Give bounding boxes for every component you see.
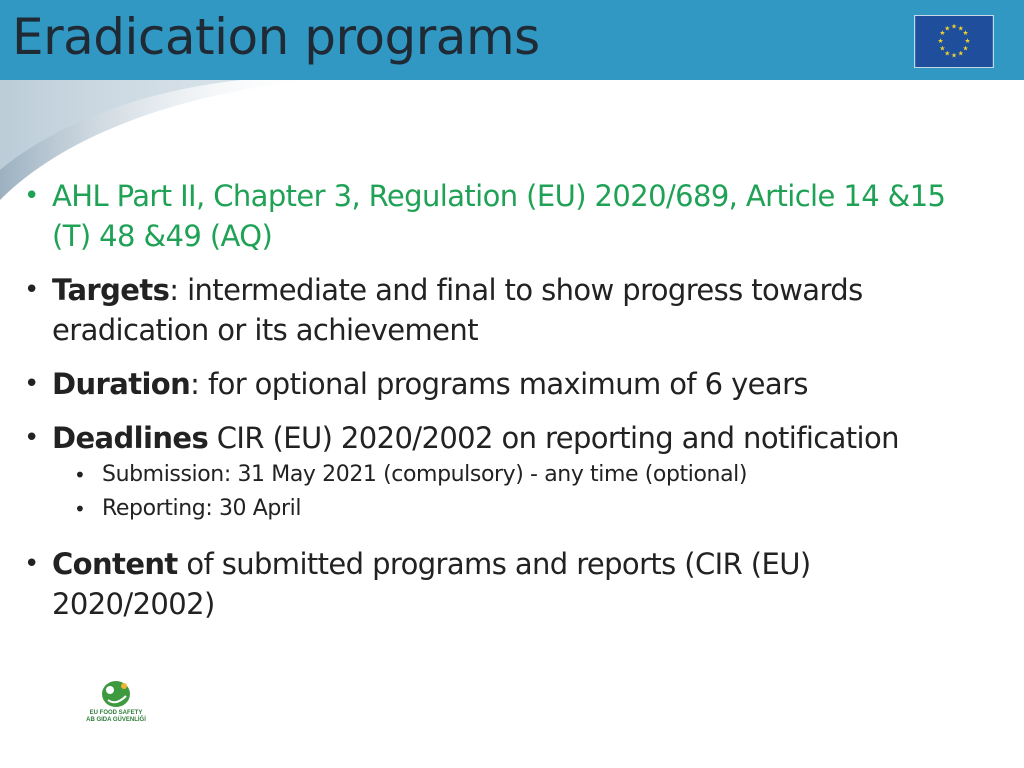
bullet-list bbox=[22, 176, 972, 638]
svg-text:★: ★ bbox=[950, 51, 958, 60]
bullet-bold-label: Targets bbox=[52, 273, 170, 307]
bullet-dot: • bbox=[24, 181, 39, 211]
bullet-content bbox=[22, 544, 972, 624]
svg-text:★: ★ bbox=[939, 29, 946, 38]
svg-text:★: ★ bbox=[957, 49, 964, 58]
bullet-bold-label: Content bbox=[52, 547, 178, 581]
svg-text:★: ★ bbox=[944, 24, 951, 33]
bullet-deadlines bbox=[22, 418, 972, 458]
svg-text:★: ★ bbox=[962, 44, 969, 53]
bullet-dot: • bbox=[24, 369, 39, 399]
svg-text:★: ★ bbox=[964, 36, 971, 45]
bullet-bold-label: Deadlines bbox=[52, 421, 209, 455]
sub-bullet-dot: • bbox=[74, 497, 86, 521]
bullet-text: : intermediate and final to show progress towards eradication or its achievement bbox=[52, 273, 863, 347]
bullet-duration bbox=[22, 364, 972, 404]
svg-text:★: ★ bbox=[937, 36, 944, 45]
svg-text:★: ★ bbox=[962, 29, 969, 38]
header-bar bbox=[0, 0, 1024, 80]
deadlines-sublist bbox=[22, 458, 972, 526]
sub-bullet-reporting bbox=[22, 492, 972, 526]
bullet-text: AHL Part II, Chapter 3, Regulation (EU) 2020/689, Article 14 &15 (T) 48 &49 (AQ) bbox=[52, 179, 946, 253]
bullet-bold-label: Duration bbox=[52, 367, 191, 401]
bullet-text: of submitted programs and reports (CIR (EU) 2020/2002) bbox=[52, 547, 811, 621]
bullet-targets bbox=[22, 270, 972, 350]
bullet-dot: • bbox=[24, 423, 39, 453]
slide-title: Eradication programs bbox=[12, 8, 540, 66]
logo-line2: AB GIDA GÜVENLİĞİ bbox=[86, 717, 146, 723]
sub-bullet-submission bbox=[22, 458, 972, 492]
svg-text:★: ★ bbox=[950, 22, 958, 31]
bullet-regulation bbox=[22, 176, 972, 256]
logo-caption bbox=[84, 710, 148, 724]
logo-line1: EU FOOD SAFETY bbox=[89, 710, 143, 716]
svg-text:★: ★ bbox=[944, 49, 951, 58]
sub-bullet-text: Reporting: 30 April bbox=[102, 496, 302, 521]
sub-bullet-text: Submission: 31 May 2021 (compulsory) - any time (optional) bbox=[102, 462, 748, 487]
bullet-dot: • bbox=[24, 275, 39, 305]
eu-flag-icon bbox=[914, 15, 994, 68]
bullet-dot: • bbox=[24, 549, 39, 579]
sub-bullet-dot: • bbox=[74, 463, 86, 487]
bullet-text: CIR (EU) 2020/2002 on reporting and notification bbox=[208, 421, 899, 455]
svg-text:★: ★ bbox=[957, 24, 964, 33]
bullet-text: : for optional programs maximum of 6 years bbox=[190, 367, 808, 401]
svg-text:★: ★ bbox=[939, 44, 946, 53]
